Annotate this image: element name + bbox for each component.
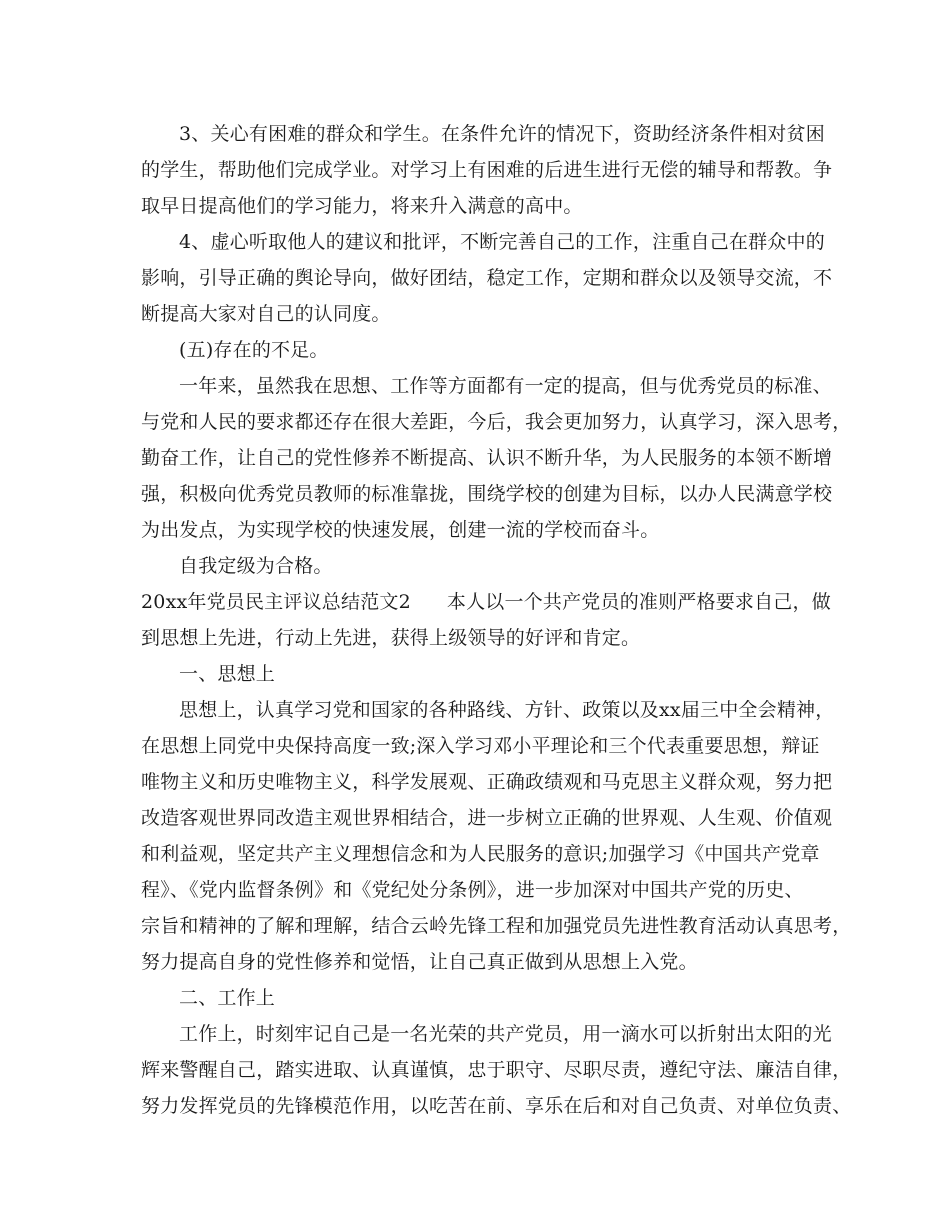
document-body-part1 bbox=[141, 116, 852, 584]
text-line: 与党和人民的要求都还存在很大差距，今后，我会更加努力，认真学习，深入思考， bbox=[141, 411, 852, 433]
text-line: (五)存在的不足。 bbox=[179, 339, 329, 361]
text-line: 为出发点，为实现学校的快速发展，创建一流的学校而奋斗。 bbox=[141, 519, 660, 541]
text-line: 改造客观世界同改造主观世界相结合，进一步树立正确的世界观、人生观、价值观 bbox=[141, 807, 833, 829]
section-title-continuation: 本人以一个共产党员的准则严格要求自己，做 bbox=[446, 591, 831, 613]
text-line: 3、关心有困难的群众和学生。在条件允许的情况下，资助经济条件相对贫困 bbox=[179, 123, 825, 145]
text-line: 和利益观，坚定共产主义理想信念和为人民服务的意识;加强学习《中国共产党章 bbox=[141, 843, 820, 865]
text-line: 工作上，时刻牢记自己是一名光荣的共产党员，用一滴水可以折射出太阳的光 bbox=[179, 1023, 832, 1045]
text-line: 努力提高自身的党性修养和觉悟，让自己真正做到从思想上入党。 bbox=[141, 951, 698, 973]
text-line: 自我定级为合格。 bbox=[179, 555, 333, 577]
text-line: 断提高大家对自己的认同度。 bbox=[141, 303, 391, 325]
text-line: 在思想上同党中央保持高度一致;深入学习邓小平理论和三个代表重要思想，辩证 bbox=[141, 735, 820, 757]
text-line: 唯物主义和历史唯物主义，科学发展观、正确政绩观和马克思主义群众观，努力把 bbox=[141, 771, 833, 793]
text-line: 一、思想上 bbox=[179, 663, 276, 685]
document-page bbox=[141, 116, 852, 1124]
text-line: 强，积极向优秀党员教师的标准靠拢，围绕学校的创建为目标，以办人民满意学校 bbox=[141, 483, 833, 505]
document-body-part2 bbox=[141, 620, 852, 1124]
text-line: 努力发挥党员的先锋模范作用，以吃苦在前、享乐在后和对自己负责、对单位负责、 bbox=[141, 1095, 852, 1117]
section-title-line bbox=[141, 584, 831, 620]
text-line: 宗旨和精神的了解和理解，结合云岭先锋工程和加强党员先进性教育活动认真思考， bbox=[141, 915, 852, 937]
text-line: 勤奋工作，让自己的党性修养不断提高、认识不断升华，为人民服务的本领不断增 bbox=[141, 447, 833, 469]
text-line: 影响，引导正确的舆论导向，做好团结，稳定工作，定期和群众以及领导交流，不 bbox=[141, 267, 833, 289]
text-line: 到思想上先进，行动上先进，获得上级领导的好评和肯定。 bbox=[141, 627, 641, 649]
text-line: 4、虚心听取他人的建议和批评，不断完善自己的工作，注重自己在群众中的 bbox=[179, 231, 825, 253]
text-line: 取早日提高他们的学习能力，将来升入满意的高中。 bbox=[141, 195, 583, 217]
text-line: 一年来，虽然我在思想、工作等方面都有一定的提高，但与优秀党员的标准、 bbox=[179, 375, 832, 397]
text-line: 思想上，认真学习党和国家的各种路线、方针、政策以及xx届三中全会精神， bbox=[179, 699, 835, 721]
text-line: 程》、《党内监督条例》和《党纪处分条例》，进一步加深对中国共产党的历史、 bbox=[141, 879, 804, 901]
text-line: 二、工作上 bbox=[179, 987, 276, 1009]
text-line: 辉来警醒自己，踏实进取、认真谨慎，忠于职守、尽职尽责，遵纪守法、廉洁自律， bbox=[141, 1059, 852, 1081]
text-line: 的学生，帮助他们完成学业。对学习上有困难的后进生进行无偿的辅导和帮教。争 bbox=[141, 159, 833, 181]
section-title: 20xx年党员民主评议总结范文2 bbox=[141, 591, 411, 613]
